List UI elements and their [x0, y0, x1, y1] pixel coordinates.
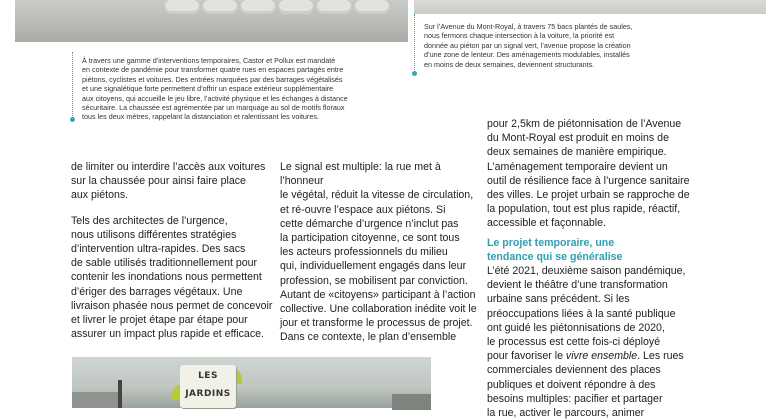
text-line: profession, se mobilisent par conviction.: [280, 274, 468, 287]
column-3-continued: [487, 264, 709, 420]
text-line: du Mont-Royal est produit en moins de: [487, 132, 669, 145]
caption-rule-left: [72, 52, 74, 118]
text-line: le processus est cette fois-ci déployé: [487, 336, 661, 349]
text-run: . Les rues: [637, 350, 684, 363]
text-line: le végétal, réduit la vitesse de circulation,: [280, 189, 474, 202]
caption-line: piétons, cyclistes et voitures. Des entrées marquées par des barrages végétalisés: [82, 74, 343, 84]
paragraph: [487, 264, 709, 420]
text-line: aux piétons.: [71, 189, 129, 202]
text-line: publiques et doivent répondre à des: [487, 378, 656, 391]
text-line: Tels des architectes de l’urgence,: [71, 214, 228, 227]
column-3: [487, 117, 709, 231]
text-line: outil de résilience face à l’urgence sanitaire: [487, 174, 690, 187]
text-line: d’intervention ultra-rapides. Des sacs: [71, 243, 246, 256]
text-line: la rue, activer le parcours, animer: [487, 407, 645, 420]
text-line: jour et transforme le processus de projet.: [280, 317, 473, 330]
caption-line: et une signalétique forte permettent d’offrir un espace extérieur supplémentaire: [82, 84, 334, 94]
sandbag: [165, 0, 199, 14]
sign-text-line2: JARDINS: [185, 389, 231, 399]
text-line: cette démarche d’urgence n’inclut pas: [280, 217, 459, 230]
text-line: et livrer le projet étape par étape pour: [71, 314, 248, 327]
sandbag: [279, 0, 313, 14]
caption-line: donnée au piéton par un signal vert, l’avenue propose la création: [424, 40, 631, 50]
photo-avenue-mont-royal: [414, 0, 766, 14]
paragraph: [487, 117, 709, 231]
sign-post: [118, 380, 122, 408]
caption-left: [82, 56, 402, 122]
text-line: contenir les inondations nous permettent: [71, 271, 262, 284]
caption-dot-right: [412, 71, 417, 76]
caption-dot-left: [70, 117, 75, 122]
text-line: L’été 2021, deuxième saison pandémique,: [487, 265, 686, 277]
sandbag: [317, 0, 351, 14]
text-emphasis: vivre ensemble: [565, 350, 638, 363]
paragraph: [280, 160, 485, 345]
text-line: Dans ce contexte, le plan d’ensemble: [280, 331, 457, 344]
text-line: Autant de «citoyens» participant à l’action: [280, 288, 476, 301]
text-line: pour 2,5km de piétonnisation de l’Avenue: [487, 118, 682, 130]
text-line: urbaine sans précédent. Si les: [487, 293, 630, 306]
subhead-line: Le projet temporaire, une: [487, 237, 615, 249]
text-line: la population, tout est plus rapide, réactif,: [487, 203, 681, 216]
caption-line: À travers une gamme d’interventions temporaires, Castor et Pollux est mandaté: [82, 56, 336, 65]
building-silhouette: [72, 392, 120, 408]
text-line: livraison phasée nous permet de concevoir: [71, 299, 273, 312]
text-line: devient le théâtre d’une transformation: [487, 279, 668, 292]
sandbag: [355, 0, 389, 14]
text-line-mixed: [487, 349, 709, 363]
section-subheading: [487, 237, 709, 264]
text-line: des villes. Le projet urbain se rapproche de: [487, 189, 690, 202]
text-line: commerciales deviennent des places: [487, 364, 661, 377]
sandbag: [203, 0, 237, 14]
caption-line: en moins de deux semaines, deviennent structurants.: [424, 59, 595, 69]
text-line: L’aménagement temporaire devient un: [487, 160, 668, 173]
text-line: de limiter ou interdire l’accès aux voitures: [71, 161, 266, 173]
text-line: deux semaines de manière empirique.: [487, 146, 667, 159]
text-line: nous utilisons différentes stratégies: [71, 228, 237, 241]
caption-line: aux citoyens, qui accueille le jeu libre, l’activité physique et les échanges à distance: [82, 93, 348, 103]
text-line: collective. Une collaboration inédite voit le: [280, 303, 477, 316]
caption-line: Sur l’Avenue du Mont-Royal, à travers 75 bacs plantés de saules,: [424, 22, 633, 31]
caption-right: [424, 22, 724, 69]
text-line: ont guidé les piétonnisations de 2020,: [487, 321, 665, 334]
text-line: de sable utilisés traditionnellement pour: [71, 257, 258, 270]
sign-text-line1: LES: [198, 371, 218, 381]
paragraph: [71, 214, 276, 342]
text-line: d’ériger des barrages végétaux. Une: [71, 285, 243, 298]
text-line: accessible et façonnable.: [487, 217, 606, 230]
caption-line: tous les deux mètres, rappelant la distanciation et ralentissant les voitures.: [82, 112, 319, 122]
subhead-line: tendance qui se généralise: [487, 250, 623, 263]
caption-line: en contexte de pandémie pour transformer quatre rues en espaces partagés entre: [82, 65, 344, 75]
text-line: la participation citoyenne, ce sont tous: [280, 232, 460, 245]
photo-les-jardins-sign: [72, 357, 431, 408]
text-run: pour favoriser le: [487, 350, 566, 363]
paragraph: [71, 160, 276, 203]
photo-sandbag-barrier: [15, 0, 408, 42]
text-line: qui, individuellement engagés dans leur: [280, 260, 467, 273]
text-line: et ré-ouvre l’espace aux piétons. Si: [280, 203, 446, 216]
caption-line: nous fermons chaque intersection à la voiture, la priorité est: [424, 31, 615, 41]
sandbag: [241, 0, 275, 14]
caption-rule-right: [414, 14, 416, 72]
les-jardins-sign: [180, 365, 236, 408]
text-line: sur la chaussée pour ainsi faire place: [71, 175, 246, 188]
column-1: [71, 160, 276, 341]
column-2: [280, 160, 485, 345]
text-line: Le signal est multiple: la rue met à l’honneur: [280, 161, 441, 188]
caption-line: d’une zone de lenteur. Des aménagements modulables, installés: [424, 50, 630, 60]
caption-line: sécuritaire. La chaussée est agrémentée par un marquage au sol de motifs floraux: [82, 103, 345, 113]
text-line: les acteurs professionnels du milieu: [280, 246, 448, 259]
text-line: assurer un impact plus rapide et efficace.: [71, 328, 264, 341]
text-line: préoccupations liées à la santé publique: [487, 307, 676, 320]
text-line: besoins multiples: pacifier et partager: [487, 392, 663, 405]
